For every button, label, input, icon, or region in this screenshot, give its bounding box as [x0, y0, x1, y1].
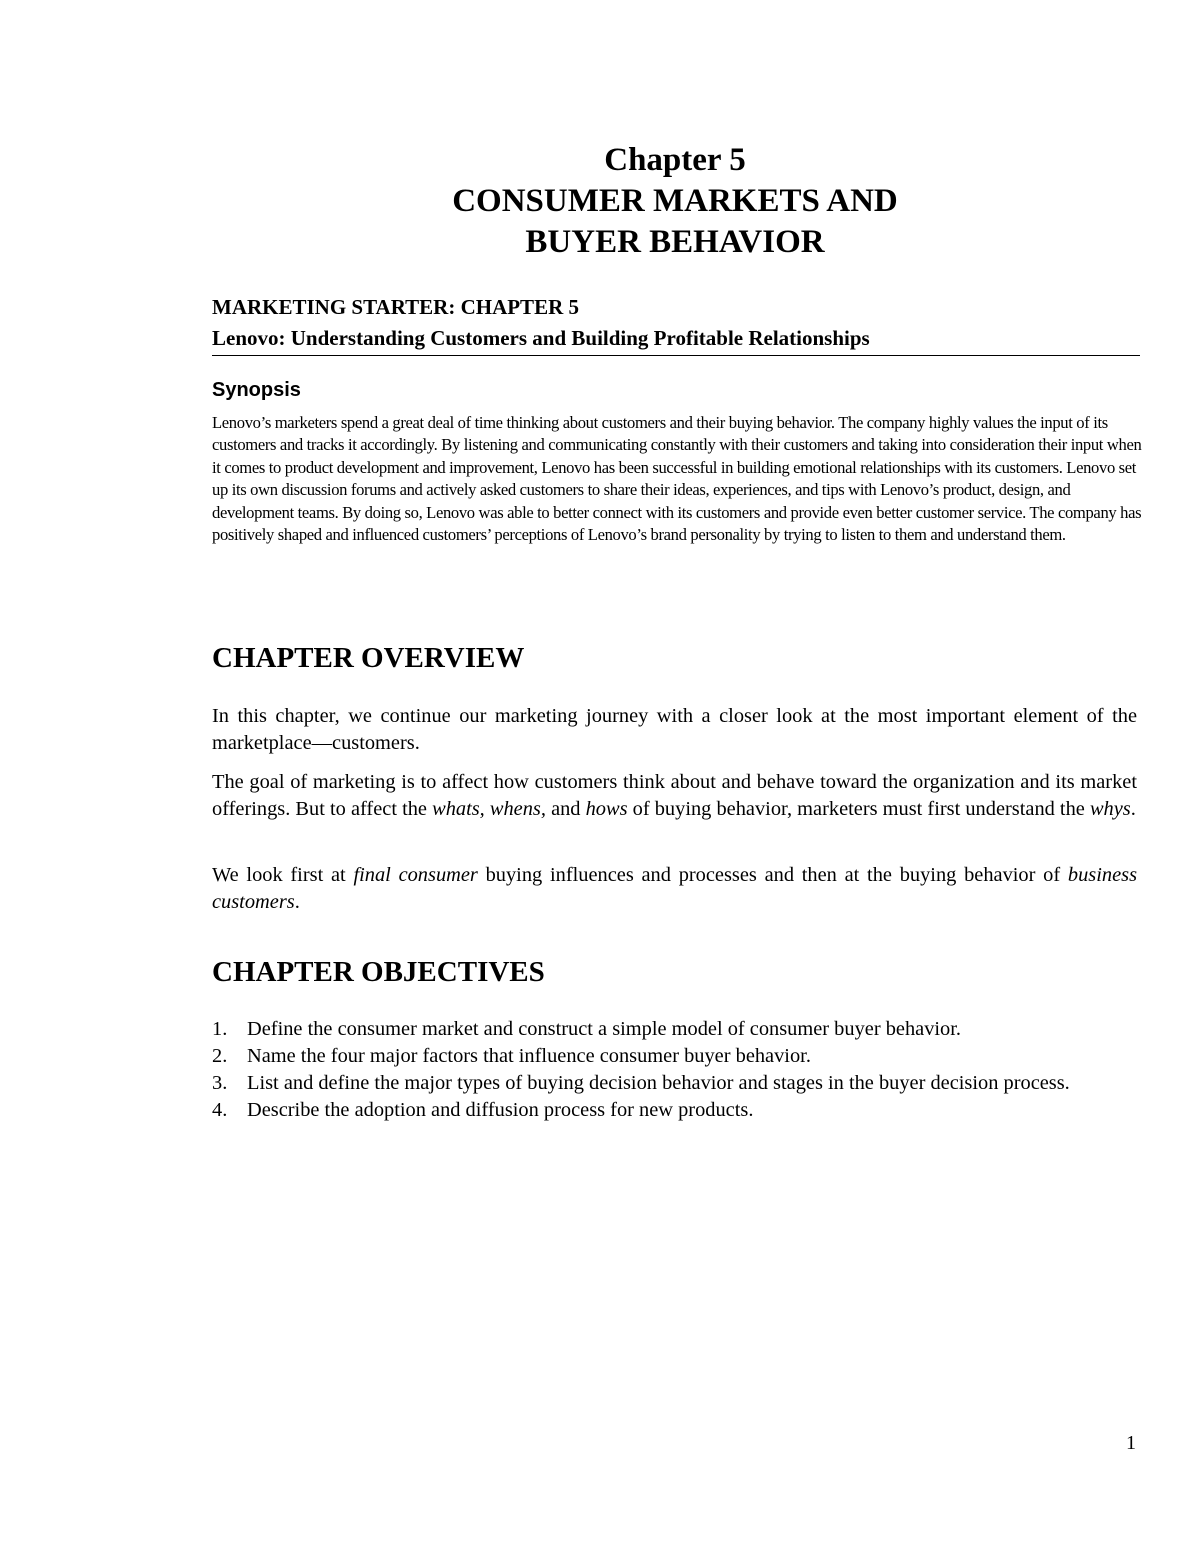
- objective-item: [212, 1043, 1137, 1070]
- emphasis-hows: hows: [585, 797, 628, 820]
- chapter-objectives-heading: CHAPTER OBJECTIVES: [212, 956, 545, 988]
- marketing-starter-heading: MARKETING STARTER: CHAPTER 5: [212, 295, 579, 319]
- page-number: 1: [1126, 1432, 1136, 1454]
- objective-item: [212, 1070, 1137, 1097]
- objective-text: List and define the major types of buying decision behavior and stages in the buyer decision process.: [247, 1072, 1070, 1094]
- overview-paragraph-3-text: We look first at: [212, 864, 354, 886]
- emphasis-whats-whens: whats, whens,: [432, 797, 546, 820]
- synopsis-heading: Synopsis: [212, 379, 301, 401]
- objective-number: 1.: [212, 1018, 228, 1040]
- overview-paragraph-3-text: buying influences and processes and then at the buying behavior of: [477, 864, 1068, 886]
- overview-paragraph-2-text: The goal of marketing is to affect how customers think about and behave toward the organization and its market offerings. But to affect the: [212, 771, 1137, 820]
- overview-paragraph-1: In this chapter, we continue our marketing journey with a closer look at the most important element of the marketplace—customers.: [212, 705, 1137, 754]
- chapter-number: Chapter 5: [604, 142, 746, 178]
- chapter-title-line-2: BUYER BEHAVIOR: [525, 224, 825, 260]
- marketing-starter-subheading: Lenovo: Understanding Customers and Building Profitable Relationships: [212, 323, 1140, 356]
- objective-text: Define the consumer market and construct a simple model of consumer buyer behavior.: [247, 1018, 962, 1040]
- synopsis-text: Lenovo’s marketers spend a great deal of time thinking about customers and their buying behavior. The company highly values the input of its customers and tracks it accordingly. By listening and communicating constantly with their customers and taking into consideration their input when it comes to product development and improvement, Lenovo has been successful in building emotional relationships with its customers. Lenovo set up its own discussion forums and actively asked customers to share their ideas, experiences, and tips with Lenovo’s product, design, and development teams. By doing so, Lenovo was able to better connect with its customers and provide even better customer service. The company has positively shaped and influenced customers’ perceptions of Lenovo’s brand personality by trying to listen to them and understand them.: [212, 413, 1142, 545]
- overview-paragraph-2-text: and: [545, 797, 586, 820]
- objectives-list: [212, 1016, 1137, 1124]
- overview-paragraph-2-text: .: [1130, 797, 1136, 820]
- objective-text: Describe the adoption and diffusion process for new products.: [247, 1099, 754, 1121]
- overview-paragraph-3-text: .: [294, 890, 300, 913]
- emphasis-business-customers: business customers: [212, 864, 1137, 913]
- overview-paragraph-2-text: of buying behavior, marketers must first understand the: [627, 797, 1090, 820]
- objective-item: [212, 1097, 1137, 1124]
- objective-number: 3.: [212, 1072, 228, 1094]
- objective-number: 4.: [212, 1099, 228, 1121]
- emphasis-whys: whys: [1089, 797, 1131, 820]
- objective-item: [212, 1016, 1137, 1043]
- overview-paragraph-3: [212, 862, 1137, 915]
- emphasis-final-consumer: final consumer: [353, 864, 478, 886]
- chapter-title-line-1: CONSUMER MARKETS AND: [452, 183, 898, 219]
- objective-text: Name the four major factors that influence consumer buyer behavior.: [247, 1045, 811, 1067]
- marketing-starter: [212, 292, 1140, 356]
- objective-number: 2.: [212, 1045, 228, 1067]
- chapter-title-block: [0, 140, 1200, 263]
- overview-paragraph-2: [212, 769, 1137, 822]
- chapter-overview-heading: CHAPTER OVERVIEW: [212, 642, 525, 674]
